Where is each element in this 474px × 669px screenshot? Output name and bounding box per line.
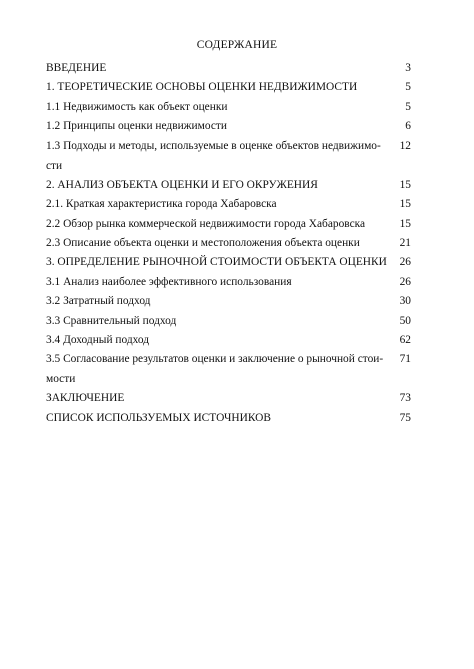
- toc-entry: [46, 255, 411, 269]
- toc-entry-label: СПИСОК ИСПОЛЬЗУЕМЫХ ИСТОЧНИКОВ: [46, 412, 272, 424]
- toc-entry-label: 3. ОПРЕДЕЛЕНИЕ РЫНОЧНОЙ СТОИМОСТИ ОБЪЕКТА ОЦЕНКИ: [46, 256, 387, 268]
- toc-entry-label: 2.2 Обзор рынка коммерческой недвижимости города Хабаровска: [46, 218, 366, 230]
- toc-entry: [46, 236, 411, 250]
- toc-entry-label: 3.1 Анализ наиболее эффективного использования: [46, 276, 292, 288]
- toc-entry-page-number: 15: [399, 198, 411, 210]
- toc-entry-page-number: 75: [399, 412, 411, 424]
- toc-entry-label: 1.1 Недвижимость как объект оценки: [46, 101, 228, 113]
- toc-entry-page-number: 73: [399, 392, 411, 404]
- toc-entry: [46, 294, 411, 308]
- toc-entry-label: 3.3 Сравнительный подход: [46, 315, 177, 327]
- toc-entry: [46, 391, 411, 405]
- toc-entry-page-number: 62: [399, 334, 411, 346]
- toc-entry: [46, 217, 411, 231]
- toc-entry: [46, 119, 411, 133]
- toc-entry-label: 3.5 Согласование результатов оценки и заключение о рыночной стои-: [46, 353, 384, 365]
- toc-entry-page-number: 50: [399, 315, 411, 327]
- toc-entry: [46, 159, 411, 173]
- toc-title: СОДЕРЖАНИЕ: [196, 39, 278, 51]
- toc-entry-label: 2.1. Краткая характеристика города Хабаровска: [46, 198, 277, 210]
- toc-entry-page-number: 3: [405, 62, 411, 74]
- toc-entry-label: ЗАКЛЮЧЕНИЕ: [46, 392, 125, 404]
- toc-entry-label: 2.3 Описание объекта оценки и местоположения объекта оценки: [46, 237, 360, 249]
- toc-entry-page-number: 71: [399, 353, 411, 365]
- toc-entry-label: 1.3 Подходы и методы, используемые в оценке объектов недвижимо-: [46, 140, 381, 152]
- toc-entry-page-number: 15: [399, 179, 411, 191]
- toc-entry-label: 1.2 Принципы оценки недвижимости: [46, 120, 227, 132]
- toc-entry: [46, 80, 411, 94]
- toc-entry-label: ВВЕДЕНИЕ: [46, 62, 107, 74]
- toc-entry: [46, 333, 411, 347]
- toc-entry-page-number: 15: [399, 218, 411, 230]
- toc-entry: [46, 372, 411, 386]
- toc-entry-label: мости: [46, 373, 76, 385]
- toc-entry-label: 1. ТЕОРЕТИЧЕСКИЕ ОСНОВЫ ОЦЕНКИ НЕДВИЖИМОСТИ: [46, 81, 358, 93]
- toc-entry: [46, 139, 411, 153]
- toc-entry: [46, 100, 411, 114]
- toc-entry: [46, 197, 411, 211]
- toc-entry-label: 2. АНАЛИЗ ОБЪЕКТА ОЦЕНКИ И ЕГО ОКРУЖЕНИЯ: [46, 179, 318, 191]
- toc-entry-page-number: 21: [399, 237, 411, 249]
- toc-entry-page-number: 26: [399, 256, 411, 268]
- toc-entry: [46, 61, 411, 75]
- toc-entry-page-number: 5: [405, 81, 411, 93]
- toc-entry-page-number: 5: [405, 101, 411, 113]
- toc-entry-label: 3.4 Доходный подход: [46, 334, 150, 346]
- toc-entry: [46, 314, 411, 328]
- toc-entry: [46, 178, 411, 192]
- toc-entry-page-number: 6: [405, 120, 411, 132]
- toc-entry: [46, 275, 411, 289]
- toc-entry-label: 3.2 Затратный подход: [46, 295, 151, 307]
- toc-entry-page-number: 12: [399, 140, 411, 152]
- toc-entry-page-number: 26: [399, 276, 411, 288]
- toc-entry: [46, 352, 411, 366]
- toc-entry-label: сти: [46, 160, 63, 172]
- toc-entry-page-number: 30: [399, 295, 411, 307]
- toc-entry: [46, 411, 411, 425]
